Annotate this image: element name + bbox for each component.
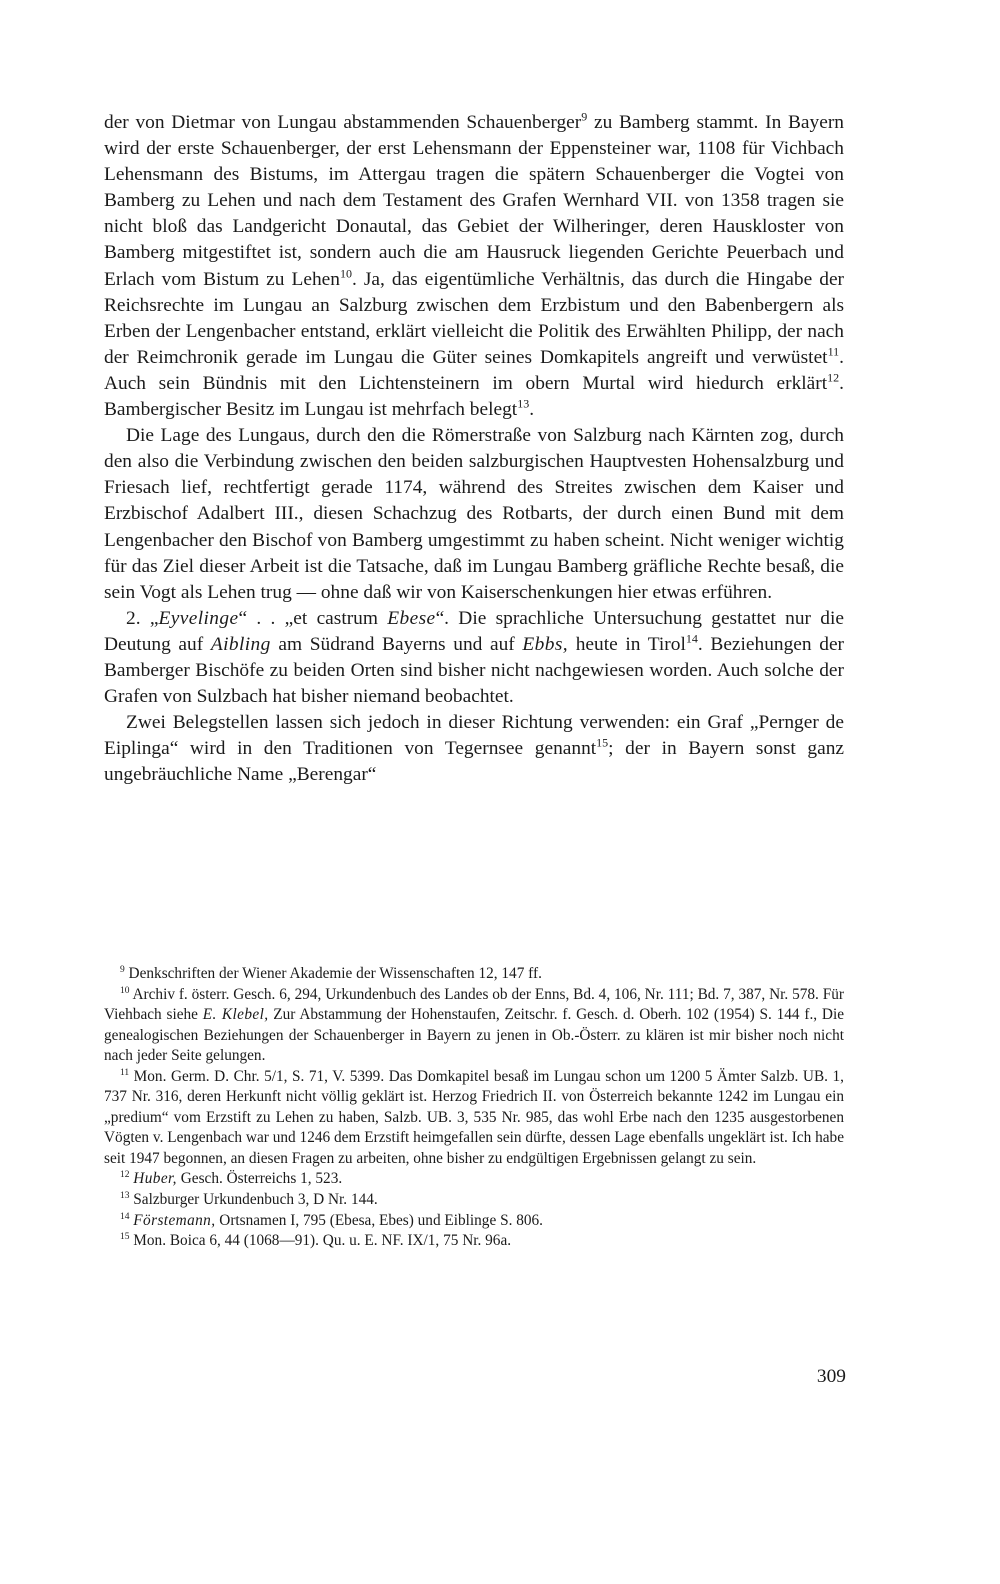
footnote-12 [104, 1169, 844, 1190]
footnote-text: Zur Abstammung der Hohenstaufen, Zeitschr. f. Gesch. d. Oberh. 102 (1954) S. 144 f., Die genealogischen Beziehungen der Schauenberger in Bayern zu jenen in Ob.-Österr. zu klären ist mir bisher noch nicht nach jeder Seite gelungen. [104, 1006, 844, 1065]
paragraph-1 [104, 110, 844, 423]
footnote-text: Ortsnamen I, 795 (Ebesa, Ebes) und Eiblinge S. 806. [215, 1211, 543, 1229]
footnote-14 [104, 1211, 844, 1232]
footnote-number: 9 [120, 964, 125, 975]
footnote-ref-10: 10 [339, 266, 352, 281]
footnote-ref-13: 13 [517, 396, 530, 411]
text-run: der von Dietmar von Lungau abstammenden Schauenberger [104, 112, 582, 133]
italic-place-name: Eyvelinge [158, 607, 239, 629]
footnote-number: 15 [120, 1232, 130, 1243]
text-run: Zwei Belegstellen lassen sich jedoch in dieser Richtung verwenden: ein Graf „Pernger de Eiplinga“ wird in den Traditionen von Tegernsee genannt [104, 712, 844, 760]
italic-place-name: Aibling [210, 633, 271, 655]
text-run: “. Die sprachliche Untersuchung gestattet nur die Deutung auf [104, 607, 844, 655]
footnote-number: 13 [120, 1190, 130, 1201]
paragraph-4 [104, 710, 844, 788]
footnote-number: 10 [120, 985, 130, 996]
footnote-text: Gesch. Österreichs 1, 523. [176, 1170, 343, 1188]
footnote-number: 11 [120, 1067, 130, 1078]
italic-place-name: Ebbs, [522, 633, 569, 655]
footnotes [104, 964, 844, 1252]
footnote-number: 14 [120, 1211, 130, 1222]
footnote-10 [104, 985, 844, 1067]
text-run: heute in Tirol [568, 633, 686, 655]
footnote-number: 12 [120, 1170, 130, 1181]
footnote-text: Denkschriften der Wiener Akademie der Wissenschaften 12, 147 ff. [124, 965, 542, 982]
page-number: 309 [816, 1366, 846, 1387]
paragraph-2: Die Lage des Lungaus, durch den die Römerstraße von Salzburg nach Kärnten zog, durch den also die Verbindung zwischen den beiden salzburgischen Hauptvesten Hohensalzburg und Friesach lief, rechtfertigt gerade 1174, während des Streites zwischen dem Kaiser und Erzbischof Adalbert III., diesen Schachzug des Rotbarts, der durch einen Bund mit dem Lengenbacher den Bischof von Bamberg umgestimmt zu haben scheint. Nicht weniger wichtig für das Ziel dieser Arbeit ist die Tatsache, daß im Lungau Bamberg gräfliche Rechte besaß, die sein Vogt als Lehen trug — ohne daß wir von Kaiserschenkungen hier etwas erführen. [104, 425, 844, 603]
text-run: zu Bamberg stammt. In Bayern wird der erste Schauenberger, der erst Lehensmann der Eppensteiner war, 1108 für Vichbach Lehensmann des Bistums, im Attergau tragen die spätern Schauenberger die Vogtei von Bamberg zu Lehen und nach dem Testament des Grafen Wernhard VII. von 1358 tragen sie nicht bloß das Landgericht Donautal, das Gebiet der Wilheringer, deren Hauskloster von Bamberg mitgestiftet ist, sondern auch die am Hausruck liegenden Gerichte Peuerbach und Erlach vom Bistum zu Lehen [104, 112, 844, 290]
footnote-text: Mon. Germ. D. Chr. 5/1, S. 71, V. 5399. Das Domkapitel besaß im Lungau schon um 1200 5 Ämter Salzb. UB. 1, 737 Nr. 316, deren Herkunft nicht völlig geklärt ist. Herzog Friedrich II. von Österreich bekannte 1242 im Lungau ein „predium“ vom Erzstift zu Lehen zu haben, Salzb. UB. 3, 535 Nr. 985, das wohl Erbe nach den 1235 ausgestorbenen Vögten v. Lengenbach war und 1246 dem Erzstift heimgefallen sein dürfte, dessen Lage ebenfalls ungeklärt ist. Ich habe seit 1947 begonnen, an diesen Fragen zu arbeiten, ohne bisher zu endgültigen Ergebnissen gelangt zu sein. [104, 1067, 844, 1167]
footnote-15 [104, 1231, 844, 1252]
text-run: . [529, 399, 535, 421]
text-run: “ . . „et castrum [238, 607, 388, 629]
text-run: 2. „ [126, 607, 159, 629]
main-text [104, 110, 844, 788]
author-name: Förstemann, [133, 1211, 216, 1229]
footnote-ref-15: 15 [596, 735, 609, 750]
text-run: am Südrand Bayerns und auf [270, 633, 523, 655]
author-name: E. Klebel, [202, 1006, 269, 1024]
italic-place-name: Ebese [387, 607, 436, 629]
footnote-9 [104, 964, 844, 985]
footnote-ref-11: 11 [827, 344, 840, 359]
footnote-text: Salzburger Urkundenbuch 3, D Nr. 144. [129, 1191, 378, 1209]
author-name: Huber, [133, 1170, 177, 1188]
footnote-13 [104, 1190, 844, 1211]
footnote-11 [104, 1067, 844, 1170]
text-run: . Bambergischer Besitz im Lungau ist mehrfach belegt [104, 372, 844, 421]
footnote-ref-9: 9 [581, 109, 588, 124]
paragraph-3 [104, 606, 844, 710]
text-run: . Ja, das eigentümliche Verhältnis, das durch die Hingabe der Reichsrechte im Lungau an Salzburg zwischen dem Erzbistum und den Babenbergern als Erben der Lengenbacher entstand, erklärt vielleicht die Politik des Erwählten Philipp, der nach der Reimchronik gerade im Lungau die Güter seines Domkapitels angreift und verwüstet [104, 268, 845, 368]
text-run: ; der in Bayern sonst ganz ungebräuchliche Name „Berengar“ [104, 738, 844, 786]
footnote-text: Mon. Boica 6, 44 (1068—91). Qu. u. E. NF. IX/1, 75 Nr. 96a. [129, 1232, 512, 1250]
footnote-ref-14: 14 [685, 631, 698, 646]
footnote-ref-12: 12 [827, 370, 840, 385]
text-run: . Beziehungen der Bamberger Bischöfe zu beiden Orten sind bisher nicht nachgewiesen worden. Auch solche der Grafen von Sulzbach hat bisher niemand beobachtet. [104, 633, 845, 708]
text-run: . Auch sein Bündnis mit den Lichtensteinern im obern Murtal wird hiedurch erklärt [104, 346, 844, 394]
footnote-text: Archiv f. österr. Gesch. 6, 294, Urkundenbuch des Landes ob der Enns, Bd. 4, 106, Nr. 111; Bd. 7, 387, Nr. 578. Für Viehbach siehe [104, 985, 844, 1024]
